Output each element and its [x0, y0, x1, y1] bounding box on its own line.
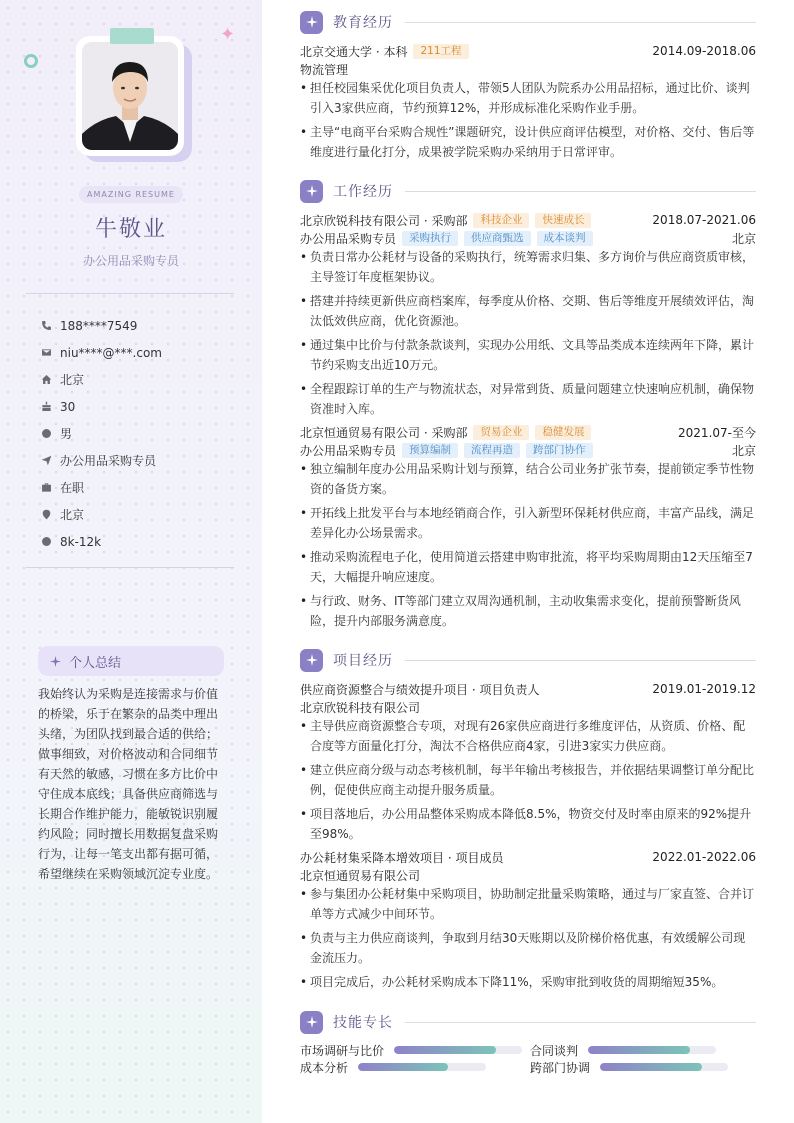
list-item: • 与行政、财务、IT等部门建立双周沟通机制，主动收集需求变化，提前预警断货风险，提升内部服务满意度。	[300, 591, 756, 631]
company-tag: 科技企业	[473, 213, 529, 228]
project-date: 2022.01-2022.06	[652, 850, 756, 864]
job-subheader	[300, 230, 756, 246]
contact-list	[40, 312, 240, 555]
education-date: 2014.09-2018.06	[652, 44, 756, 58]
school-name: 北京交通大学 · 本科	[300, 44, 408, 59]
project-company: 北京欣锐科技有限公司	[300, 701, 421, 715]
list-item: • 负责日常办公耗材与设备的采购执行，统筹需求归集、多方询价与供应商资质审核，主导签订年度框架协议。	[300, 247, 756, 287]
send-icon	[40, 455, 52, 467]
company-tag: 稳健发展	[535, 425, 591, 440]
education-bullets	[300, 78, 756, 166]
education-row	[300, 43, 756, 59]
decorative-sparkle-icon: ✦	[220, 24, 236, 45]
sidebar-divider	[26, 567, 234, 568]
list-item: • 独立编制年度办公用品采购计划与预算，结合公司业务扩张节奏，提前锁定季节性物资的备货方案。	[300, 459, 756, 499]
skill-tag: 流程再造	[464, 443, 520, 458]
skill-bar-fill	[358, 1063, 448, 1071]
project-name: 办公耗材集采降本增效项目 · 项目成员	[300, 850, 504, 865]
project-header	[300, 681, 756, 697]
work-heading: 工作经历	[300, 179, 756, 203]
company-tag: 贸易企业	[473, 425, 529, 440]
education-heading: 教育经历	[300, 10, 756, 34]
list-item: • 搭建并持续更新供应商档案库，每季度从价格、交期、售后等维度开展绩效评估，淘汰低效供应商，优化资源池。	[300, 291, 756, 331]
contact-location: 北京	[40, 366, 240, 393]
list-item: • 建立供应商分级与动态考核机制，每半年输出考核报告，并依据结果调整订单分配比例，促使供应商主动提升服务质量。	[300, 760, 756, 800]
job-subheader	[300, 442, 756, 458]
sparkle-icon	[300, 11, 323, 34]
list-item: • 负责与主力供应商谈判，争取到月结30天账期以及阶梯价格优惠，有效缓解公司现金流压力。	[300, 928, 756, 968]
skill-bar	[394, 1046, 522, 1054]
project-name: 供应商资源整合与绩效提升项目 · 项目负责人	[300, 682, 540, 697]
project-bullets	[300, 716, 756, 848]
candidate-role: 办公用品采购专员	[82, 254, 179, 268]
list-item: • 项目完成后，办公耗材采购成本下降11%，采购审批到收货的周期缩短35%。	[300, 972, 756, 992]
skill-bar-fill	[394, 1046, 496, 1054]
sparkle-icon	[300, 180, 323, 203]
job-header	[300, 212, 756, 228]
skill-name: 合同谈判	[530, 1043, 579, 1058]
sparkle-icon	[300, 1011, 323, 1034]
list-item: • 通过集中比价与付款条款谈判，实现办公用纸、文具等品类成本连续两年下降，累计节约采购支出近10万元。	[300, 335, 756, 375]
skill-name: 成本分析	[300, 1060, 349, 1075]
job-city: 北京	[731, 231, 756, 246]
mail-icon	[40, 347, 52, 359]
list-item: • 项目落地后，办公用品整体采购成本降低8.5%，物资交付及时率由原来的92%提升至98%。	[300, 804, 756, 844]
company-tag: 快速成长	[535, 213, 591, 228]
company-name: 北京恒通贸易有限公司 · 采购部	[300, 425, 468, 440]
sidebar	[0, 0, 262, 1123]
skill-tag: 跨部门协作	[526, 443, 593, 458]
project-company: 北京恒通贸易有限公司	[300, 869, 421, 883]
skills-heading: 技能专长	[300, 1010, 756, 1034]
sparkle-icon	[50, 656, 61, 667]
gender-icon	[40, 428, 52, 440]
job-city: 北京	[731, 443, 756, 458]
contact-status: 在职	[40, 474, 240, 501]
job-position: 办公用品采购专员	[300, 231, 397, 246]
contact-email: niu****@***.com	[40, 339, 240, 366]
resume-tagline: AMAZING RESUME	[79, 186, 183, 203]
profile-photo	[82, 42, 178, 150]
list-item: • 主导“电商平台采购合规性”课题研究，设计供应商评估模型，对价格、交付、售后等维度进行量化打分，成果被学院采购办采纳用于日常评审。	[300, 122, 756, 162]
skill-item	[530, 1042, 716, 1058]
job-date: 2021.07-至今	[678, 425, 756, 440]
list-item: • 开拓线上批发平台与本地经销商合作，引入新型环保耗材供应商，丰富产品线，满足差异化办公场景需求。	[300, 503, 756, 543]
list-item: • 推动采购流程电子化，使用简道云搭建申购审批流，将平均采购周期由12天压缩至7天，大幅提升响应速度。	[300, 547, 756, 587]
skill-tag: 供应商甄选	[464, 231, 531, 246]
phone-icon	[40, 320, 52, 332]
job-bullets	[300, 247, 756, 423]
money-icon	[40, 536, 52, 548]
list-item: • 参与集团办公耗材集中采购项目，协助制定批量采购策略，通过与厂家直签、合并订单等方式减少中间环节。	[300, 884, 756, 924]
skill-bar	[588, 1046, 716, 1054]
skill-tag: 预算编制	[402, 443, 458, 458]
skill-item	[530, 1059, 728, 1075]
job-bullets	[300, 459, 756, 635]
decorative-ring-icon	[24, 54, 38, 68]
contact-salary: 8k-12k	[40, 528, 240, 555]
project-date: 2019.01-2019.12	[652, 682, 756, 696]
list-item: • 担任校园集采优化项目负责人，带领5人团队为院系办公用品招标，通过比价、谈判引入3家供应商，节约预算12%，并形成标准化采购作业手册。	[300, 78, 756, 118]
skill-bar-fill	[600, 1063, 702, 1071]
company-name: 北京欣锐科技有限公司 · 采购部	[300, 213, 468, 228]
project-bullets	[300, 884, 756, 996]
job-date: 2018.07-2021.06	[652, 213, 756, 227]
skill-item	[300, 1059, 486, 1075]
location-pin-icon	[40, 509, 52, 521]
skill-bar	[600, 1063, 728, 1071]
job-header	[300, 424, 756, 440]
skill-bar-fill	[588, 1046, 690, 1054]
contact-target-position: 办公用品采购专员	[40, 447, 240, 474]
candidate-name: 牛敬业	[94, 217, 167, 242]
cake-icon	[40, 401, 52, 413]
summary-heading: 个人总结	[38, 646, 224, 676]
skill-tag: 采购执行	[402, 231, 458, 246]
contact-gender: 男	[40, 420, 240, 447]
skill-name: 市场调研与比价	[300, 1043, 385, 1058]
skill-bar	[358, 1063, 486, 1071]
contact-preferred-city: 北京	[40, 501, 240, 528]
contact-phone: 188****7549	[40, 312, 240, 339]
sparkle-icon	[300, 649, 323, 672]
skill-name: 跨部门协调	[530, 1060, 591, 1075]
projects-heading: 项目经历	[300, 648, 756, 672]
summary-text: 我始终认为采购是连接需求与价值的桥梁，乐于在繁杂的品类中理出头绪，为团队找到最合适的供给；做事细致，对价格波动和合同细节有天然的敏感，习惯在多方比价中守住成本底线；具备供应商筛选与长期合作维护能力，能敏锐识别履约风险；同时擅长用数据复盘采购行为，让每一笔支出都有据可循，希望继续在采购领域沉淀专业度。	[38, 687, 219, 881]
skill-tag: 成本谈判	[537, 231, 593, 246]
job-position: 办公用品采购专员	[300, 443, 397, 458]
major: 物流管理	[300, 63, 349, 77]
home-icon	[40, 374, 52, 386]
briefcase-icon	[40, 482, 52, 494]
contact-age: 30	[40, 393, 240, 420]
list-item: • 主导供应商资源整合专项，对现有26家供应商进行多维度评估，从资质、价格、配合度等方面量化打分，淘汰不合格供应商4家，引进3家实力供应商。	[300, 716, 756, 756]
project-header	[300, 849, 756, 865]
sidebar-divider	[26, 293, 234, 294]
avatar	[76, 36, 188, 158]
skill-item	[300, 1042, 522, 1058]
school-tag: 211工程	[413, 44, 468, 59]
list-item: • 全程跟踪订单的生产与物流状态，对异常到货、质量问题建立快速响应机制，确保物资准时入库。	[300, 379, 756, 419]
